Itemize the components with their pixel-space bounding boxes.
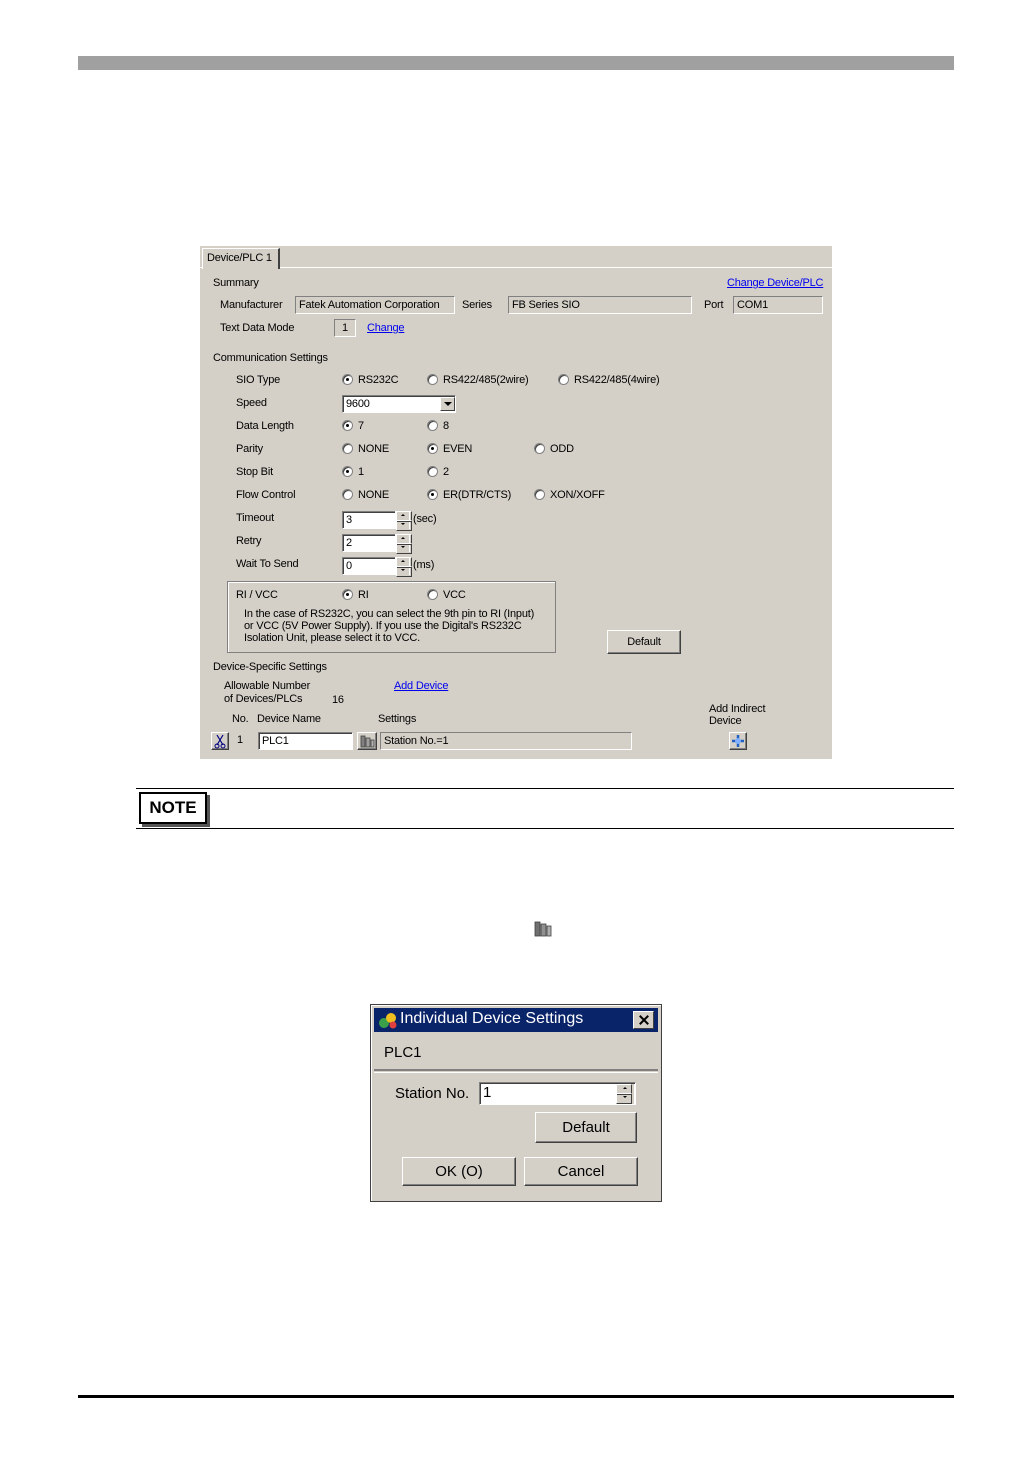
flow-option-label: NONE <box>358 489 389 501</box>
manufacturer-label: Manufacturer <box>220 299 283 311</box>
retry-label: Retry <box>236 535 262 547</box>
ri-vcc-label: RI / VCC <box>236 589 278 601</box>
cut-icon[interactable] <box>211 732 229 750</box>
col-add-indirect-header: Add Indirect <box>709 703 766 715</box>
text-data-mode-field: 1 <box>334 319 356 337</box>
parity-option-label: EVEN <box>443 443 473 455</box>
device-name-input[interactable]: PLC1 <box>258 732 353 750</box>
allowable-label: of Devices/PLCs <box>224 693 303 705</box>
parity-none-radio[interactable] <box>342 443 353 454</box>
retry-stepper[interactable] <box>395 534 409 552</box>
app-icon <box>377 1010 399 1030</box>
col-device-name-header: Device Name <box>257 713 321 725</box>
parity-odd-radio[interactable] <box>534 443 545 454</box>
col-add-indirect-header: Device <box>709 715 742 727</box>
note-divider <box>136 788 954 789</box>
wait-unit: (ms) <box>413 559 435 571</box>
sio-rs232c-radio[interactable] <box>342 374 353 385</box>
tab-strip <box>200 246 832 268</box>
flow-option-label: XON/XOFF <box>550 489 605 501</box>
port-label: Port <box>704 299 724 311</box>
change-link[interactable]: Change <box>367 322 405 334</box>
ri-note-line: or VCC (5V Power Supply). If you use the Digital's RS232C <box>244 620 522 632</box>
stop-bit-2-radio[interactable] <box>427 466 438 477</box>
tab-label: Device/PLC 1 <box>207 252 272 264</box>
note-divider <box>136 828 954 829</box>
col-no-header: No. <box>232 713 249 725</box>
speed-select[interactable] <box>342 395 456 413</box>
dialog-separator <box>374 1069 658 1073</box>
ri-radio[interactable] <box>342 589 353 600</box>
sio-rs422-4wire-radio[interactable] <box>558 374 569 385</box>
add-indirect-device-icon[interactable] <box>729 732 747 750</box>
chevron-down-icon[interactable] <box>440 397 455 411</box>
data-length-8-radio[interactable] <box>427 420 438 431</box>
data-length-label: Data Length <box>236 420 294 432</box>
wait-to-send-label: Wait To Send <box>236 558 299 570</box>
flow-none-radio[interactable] <box>342 489 353 500</box>
flow-er-radio[interactable] <box>427 489 438 500</box>
speed-label: Speed <box>236 397 267 409</box>
stop-bit-label: Stop Bit <box>236 466 273 478</box>
individual-device-settings-dialog <box>370 1004 662 1202</box>
retry-input[interactable]: 2 <box>342 534 410 552</box>
port-field: COM1 <box>733 296 823 314</box>
allowable-label: Allowable Number <box>224 680 311 692</box>
header-bar <box>78 56 954 70</box>
device-plc-panel <box>200 246 832 759</box>
dialog-title: Individual Device Settings <box>400 1010 584 1027</box>
stop-bit-option-label: 1 <box>358 466 364 478</box>
ri-vcc-option-label: RI <box>358 589 369 601</box>
parity-option-label: NONE <box>358 443 389 455</box>
series-field: FB Series SIO <box>508 296 692 314</box>
flow-option-label: ER(DTR/CTS) <box>443 489 512 501</box>
close-icon[interactable] <box>633 1011 654 1029</box>
sio-rs422-2wire-radio[interactable] <box>427 374 438 385</box>
parity-even-radio[interactable] <box>427 443 438 454</box>
settings-icon[interactable] <box>357 732 377 750</box>
dialog-default-button[interactable]: Default <box>535 1112 637 1143</box>
cancel-button[interactable]: Cancel <box>524 1157 638 1186</box>
manufacturer-field: Fatek Automation Corporation <box>295 296 455 314</box>
wait-to-send-input[interactable]: 0 <box>342 557 410 575</box>
col-settings-header: Settings <box>378 713 417 725</box>
sio-option-label: RS422/485(2wire) <box>443 374 529 386</box>
sio-option-label: RS232C <box>358 374 399 386</box>
timeout-input[interactable]: 3 <box>342 511 410 529</box>
device-settings-field: Station No.=1 <box>380 732 632 750</box>
station-no-label: Station No. <box>395 1085 470 1102</box>
parity-label: Parity <box>236 443 263 455</box>
timeout-unit: (sec) <box>413 513 437 525</box>
vcc-radio[interactable] <box>427 589 438 600</box>
add-device-link[interactable]: Add Device <box>394 680 449 692</box>
data-length-7-radio[interactable] <box>342 420 353 431</box>
device-specific-label: Device-Specific Settings <box>213 661 327 673</box>
station-no-input[interactable]: 1 <box>479 1082 636 1105</box>
ri-note-line: Isolation Unit, please select it to VCC. <box>244 632 421 644</box>
dialog-title-bar <box>374 1008 658 1032</box>
dialog-device-name: PLC1 <box>384 1044 422 1061</box>
series-label: Series <box>462 299 492 311</box>
default-button[interactable]: Default <box>607 630 681 654</box>
timeout-label: Timeout <box>236 512 274 524</box>
ri-vcc-option-label: VCC <box>443 589 466 601</box>
stop-bit-1-radio[interactable] <box>342 466 353 477</box>
comm-settings-label: Communication Settings <box>213 352 328 364</box>
settings-icon <box>532 919 554 937</box>
station-no-stepper[interactable] <box>615 1084 634 1104</box>
speed-value: 9600 <box>346 398 370 410</box>
ok-button[interactable]: OK (O) <box>402 1157 516 1186</box>
data-length-option-label: 7 <box>358 420 364 432</box>
wait-to-send-stepper[interactable] <box>395 557 409 575</box>
parity-option-label: ODD <box>550 443 574 455</box>
tab-device-plc-1[interactable] <box>202 248 280 269</box>
sio-type-label: SIO Type <box>236 374 281 386</box>
timeout-stepper[interactable] <box>395 511 409 529</box>
data-length-option-label: 8 <box>443 420 449 432</box>
flow-control-label: Flow Control <box>236 489 296 501</box>
change-device-link[interactable]: Change Device/PLC <box>727 277 824 289</box>
footer-bar <box>78 1395 954 1398</box>
stop-bit-option-label: 2 <box>443 466 449 478</box>
allowable-value: 16 <box>332 694 344 706</box>
text-data-mode-label: Text Data Mode <box>220 322 295 334</box>
sio-option-label: RS422/485(4wire) <box>574 374 660 386</box>
note-badge: NOTE <box>139 792 207 824</box>
ri-note-line: In the case of RS232C, you can select the 9th pin to RI (Input) <box>244 608 535 620</box>
row-no: 1 <box>237 734 243 746</box>
summary-label: Summary <box>213 277 259 289</box>
flow-xon-xoff-radio[interactable] <box>534 489 545 500</box>
